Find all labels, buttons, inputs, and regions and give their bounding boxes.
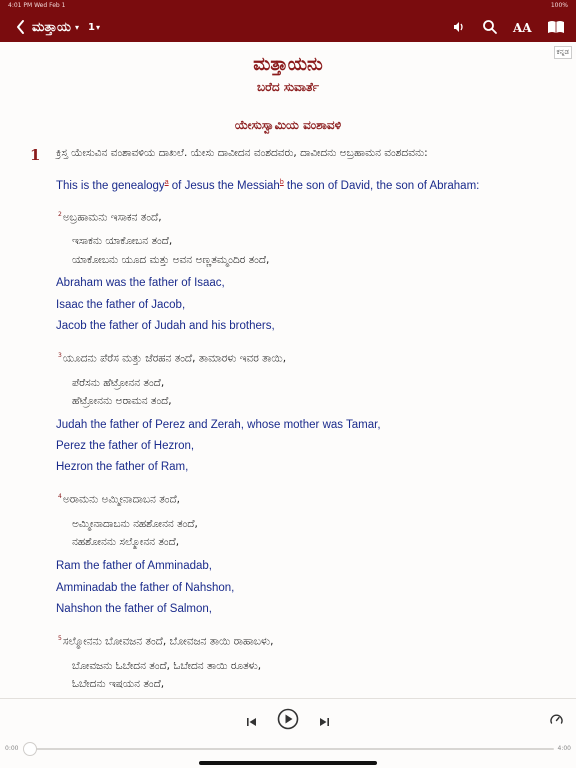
verse-3-kannada-line-2[interactable]: ಪೆರೆಸನು ಹೆಟ್ರೋನನ ತಂದೆ, (72, 377, 165, 389)
verse-number: 2 (58, 211, 62, 218)
verse-4-kannada-line-3[interactable]: ನಹಶೋನನು ಸಲ್ಮೋನನ ತಂದೆ, (72, 536, 180, 548)
home-indicator (199, 761, 377, 765)
scripture-content[interactable] (0, 42, 576, 698)
audio-player (0, 698, 576, 768)
status-time: 4:01 PM Wed Feb 1 (8, 2, 66, 9)
verse-5-kannada-line-2[interactable]: ಬೋವಜನು ಓಬೇದನ ತಂದೆ, ಓಬೇದನ ತಾಯಿ ರೂತಳು, (72, 660, 262, 672)
caret-down-icon[interactable]: ▾ (96, 23, 101, 32)
verse-number: 5 (58, 635, 62, 642)
top-bar (0, 0, 576, 42)
verse-text: This is the genealogy (56, 179, 165, 192)
verse-2-kannada-line-3[interactable]: ಯಾಕೋಬನು ಯೂದ ಮತ್ತು ಅವನ ಅಣ್ಣತಮ್ಮಂದಿರ ತಂದೆ, (72, 254, 270, 266)
verse-3-kannada-line-3[interactable]: ಹೆಟ್ರೋನನು ಅರಾಮನ ತಂದೆ, (72, 395, 172, 407)
caret-down-icon[interactable]: ▾ (75, 23, 80, 32)
total-time: 4:00 (557, 745, 571, 752)
chapter-selector[interactable]: 1 (88, 22, 95, 33)
verse-2-english-line-1[interactable]: Abraham was the father of Isaac, (56, 277, 225, 289)
section-heading: ಯೇಸುಸ್ವಾಮಿಯ ವಂಶಾವಳಿ (234, 118, 342, 132)
verse-4-english-line-2[interactable]: Amminadab the father of Nahshon, (56, 582, 235, 594)
skip-next-icon[interactable] (318, 713, 330, 725)
book-selector[interactable]: ಮತ್ತಾಯ (32, 20, 71, 35)
book-open-icon[interactable] (546, 17, 566, 37)
verse-2-english-line-2[interactable]: Isaac the father of Jacob, (56, 299, 186, 311)
verse-5-kannada-line-3[interactable]: ಓಬೇದನು ಇಷಯನ ತಂದೆ, (72, 678, 165, 690)
footnote-marker-b[interactable]: b (279, 179, 284, 186)
play-icon[interactable] (277, 708, 299, 730)
verse-4-kannada-line-2[interactable]: ಅಮ್ಮೀನಾದಾಬನು ನಹಶೋನನ ತಂದೆ, (72, 518, 198, 530)
verse-text: ಅರಾಮನು ಅಮ್ಮೀನಾದಾಬನ ತಂದೆ, (62, 493, 180, 506)
verse-3-english-line-3[interactable]: Hezron the father of Ram, (56, 461, 189, 473)
verse-2-kannada-line-1[interactable] (58, 211, 162, 225)
verse-1-english[interactable] (56, 179, 479, 192)
verse-3-english-line-2[interactable]: Perez the father of Hezron, (56, 440, 195, 452)
verse-2-english-line-3[interactable]: Jacob the father of Judah and his brothers, (56, 320, 275, 332)
verse-text: ಸಲ್ಮೋನನು ಬೋವಜನ ತಂದೆ, ಬೋವಜನ ತಾಯಿ ರಾಹಾಬಳು, (62, 635, 274, 648)
verse-text: ಅಬ್ರಹಾಮನು ಇಸಾಕನ ತಂದೆ, (62, 211, 162, 224)
playback-speed-icon[interactable] (549, 712, 564, 727)
verse-5-kannada-line-1[interactable] (58, 635, 273, 649)
verse-2-kannada-line-2[interactable]: ಇಸಾಕನು ಯಾಕೋಬನ ತಂದೆ, (72, 235, 173, 247)
book-subtitle: ಬರೆದ ಸುವಾರ್ತೆ (256, 80, 320, 94)
book-title: ಮತ್ತಾಯನು (253, 54, 323, 75)
status-bar (0, 0, 576, 12)
verse-text: the son of David, the son of Abraham: (283, 179, 480, 192)
footnote-marker-a[interactable]: a (164, 179, 169, 186)
skip-previous-icon[interactable] (246, 713, 258, 725)
verse-number: 4 (58, 493, 62, 500)
elapsed-time: 0:00 (5, 745, 19, 752)
verse-4-english-line-1[interactable]: Ram the father of Amminadab, (56, 560, 212, 572)
speaker-icon[interactable] (449, 17, 469, 37)
verse-number: 3 (58, 352, 62, 359)
verse-text: of Jesus the Messiah (168, 179, 280, 192)
verse-text: ಯೂದನು ಪೆರೆಸ ಮತ್ತು ಜೆರಹನ ತಂದೆ, ತಾಮಾರಳು ಇವರ ತಾಯಿ, (62, 352, 287, 365)
chapter-number: 1 (30, 146, 41, 164)
verse-1-kannada[interactable]: ಕ್ರಿಸ್ತ ಯೇಸುವಿನ ವಂಶಾವಳಿಯ ದಾಖಲೆ. ಯೇಸು ದಾವೀದನ ವಂಶದವರು, ದಾವೀದನು ಅಬ್ರಹಾಮನ ವಂಶದವನು: (56, 147, 428, 159)
verse-3-english-line-1[interactable]: Judah the father of Perez and Zerah, whose mother was Tamar, (56, 419, 381, 431)
verse-4-kannada-line-1[interactable] (58, 493, 180, 507)
search-icon[interactable] (480, 17, 500, 37)
toolbar (0, 12, 576, 42)
back-chevron-icon[interactable] (14, 18, 28, 36)
language-tag[interactable]: ಕನ್ನಡ (554, 46, 572, 59)
text-size-icon[interactable]: AA (513, 21, 532, 35)
status-battery: 100% (550, 2, 568, 9)
verse-3-kannada-line-1[interactable] (58, 352, 286, 366)
progress-knob[interactable] (23, 742, 37, 756)
progress-track[interactable] (30, 748, 554, 750)
verse-4-english-line-3[interactable]: Nahshon the father of Salmon, (56, 603, 212, 615)
